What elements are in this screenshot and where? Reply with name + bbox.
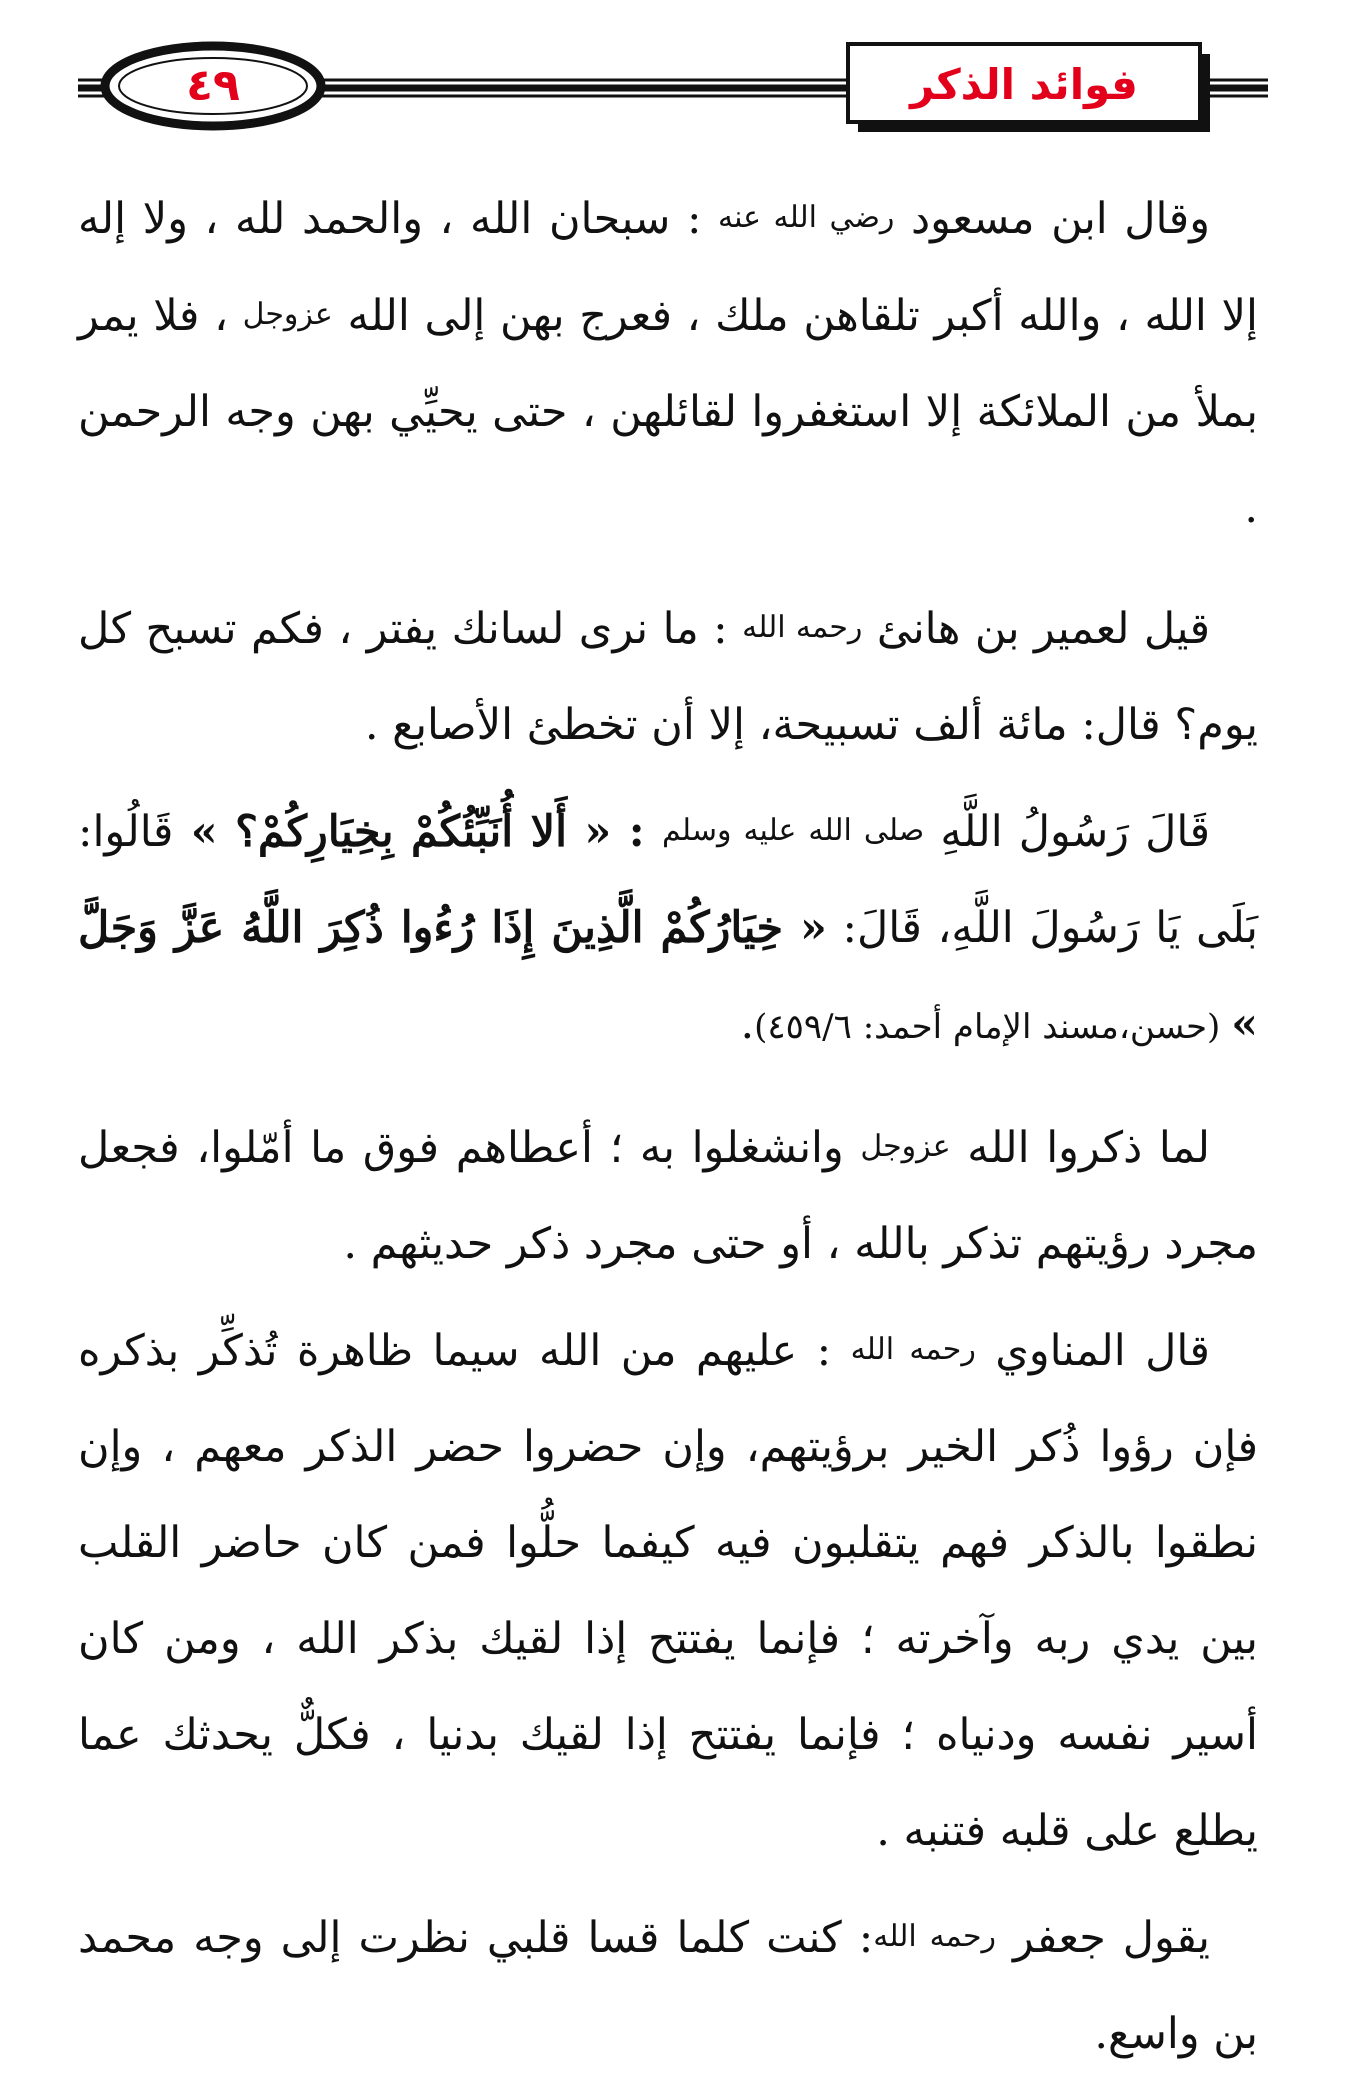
page-number: ٤٩ xyxy=(186,60,240,111)
paragraph-text: يقول جعفر xyxy=(996,1913,1210,1963)
paragraph-text: . xyxy=(740,999,755,1049)
paragraph-text: وقال ابن مسعود xyxy=(894,194,1210,244)
paragraph-text: وانشغلوا به ؛ أعطاهم فوق ما أمّلوا، فجعل مجرد رؤيتهم تذكر بالله ، أو حتى مجرد ذكر حديثهم . xyxy=(78,1123,1258,1269)
paragraph-text: : سبحان الله ، والحمد لله ، ولا إله إلا الله ، والله أكبر تلقاهن ملك ، فعرج بهن إلى الله xyxy=(78,194,1259,341)
paragraph-text: : عليهم من الله سيما ظاهرة تُذكِّر بذكره فإن رؤوا ذُكر الخير برؤيتهم، وإن حضروا حضر الذكر معهم ، وإن نطقوا بالذكر فهم يتقلبون فيه كيفما حلُّوا فمن كان حاضر القلب بين يدي ربه وآخرته ؛ فإنما يفتتح إذا لقيك بذكر الله ، ومن كان أسير نفسه ودنياه ؛ فإنما يفتتح إذا لقيك بدنيا ، فكلٌّ يحدثك عما يطلع على قلبه فتنبه . xyxy=(78,1326,1258,1856)
paragraph-text: قَالُوا: بَلَى يَا رَسُولَ اللَّهِ، قَالَ: xyxy=(78,807,1259,953)
paragraph-dhikr-effect xyxy=(78,1099,1258,1292)
paragraph-text: قال المناوي xyxy=(975,1326,1210,1376)
honorific-mark: عزوجل xyxy=(242,297,333,332)
paragraph-jafar xyxy=(78,1889,1258,2082)
hadith-citation: (حسن،مسند الإمام أحمد: ٤٥٩/٦) xyxy=(754,1007,1232,1047)
honorific-mark: عزوجل xyxy=(860,1129,951,1164)
paragraph-umair xyxy=(78,580,1258,773)
honorific-mark: رحمه الله xyxy=(850,1332,976,1367)
paragraph-text: : كنت كلما قسا قلبي نظرت إلى وجه محمد بن واسع. xyxy=(78,1913,1258,2059)
honorific-mark: رضي الله عنه xyxy=(718,200,895,235)
honorific-mark: رحمه الله xyxy=(873,1919,997,1954)
hadith-text: « خِيَارُكُمْ الَّذِينَ إِذَا رُءُوا ذُكِرَ اللَّهُ عَزَّ وَجَلَّ » xyxy=(78,903,1258,1049)
paragraph-ibn-masud xyxy=(78,170,1258,556)
paragraph-text: ، فلا يمر بملأ من الملائكة إلا استغفروا لقائلهن ، حتى يحيِّي بهن وجه الرحمن . xyxy=(78,291,1258,533)
page-header xyxy=(0,0,1356,150)
paragraph-munawi xyxy=(78,1302,1258,1879)
page-body xyxy=(78,170,1258,2082)
paragraph-hadith xyxy=(78,783,1258,1075)
chapter-title: فوائد الذكر xyxy=(910,60,1138,109)
honorific-mark: صلى الله عليه وسلم xyxy=(661,813,925,848)
honorific-mark: رحمه الله xyxy=(742,610,863,645)
paragraph-text: قَالَ رَسُولُ اللَّهِ xyxy=(924,807,1211,857)
paragraph-text: : ما نرى لسانك يفتر ، فكم تسبح كل يوم؟ قال: مائة ألف تسبيحة، إلا أن تخطئ الأصابع . xyxy=(78,604,1258,750)
hadith-text: : « أَلا أُنَبِّئُكُمْ بِخِيَارِكُمْ؟ » xyxy=(173,807,662,857)
paragraph-text: قيل لعمير بن هانئ xyxy=(862,604,1210,654)
paragraph-text: لما ذكروا الله xyxy=(950,1123,1210,1173)
